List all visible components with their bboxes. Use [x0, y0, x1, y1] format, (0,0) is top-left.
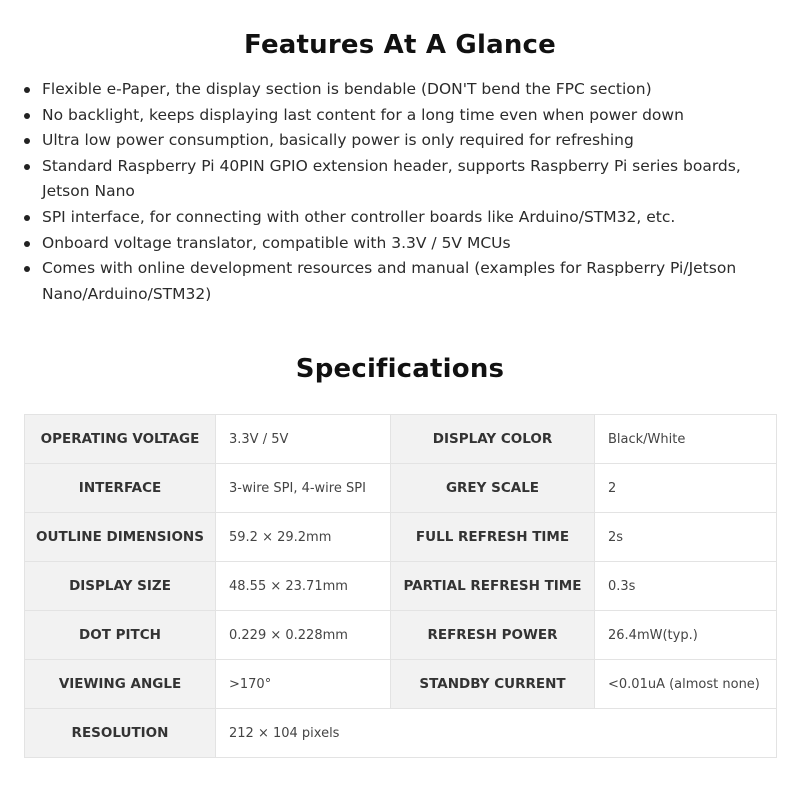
feature-item	[22, 256, 782, 307]
spec-label: DOT PITCH	[25, 611, 216, 660]
spec-value: 3.3V / 5V	[216, 415, 391, 464]
bullet-icon	[24, 138, 30, 144]
spec-value: 2s	[595, 513, 777, 562]
spec-label: REFRESH POWER	[391, 611, 595, 660]
feature-item	[22, 154, 782, 205]
table-row	[25, 513, 777, 562]
bullet-icon	[24, 266, 30, 272]
table-row	[25, 709, 777, 758]
feature-item	[22, 205, 782, 231]
feature-item	[22, 77, 782, 103]
spec-value: 48.55 × 23.71mm	[216, 562, 391, 611]
features-title: Features At A Glance	[244, 30, 556, 60]
spec-label: RESOLUTION	[25, 709, 216, 758]
spec-label: OUTLINE DIMENSIONS	[25, 513, 216, 562]
bullet-icon	[24, 113, 30, 119]
feature-text: SPI interface, for connecting with other controller boards like Arduino/STM32, etc.	[42, 207, 676, 226]
feature-text: Comes with online development resources and manual (examples for Raspberry Pi/Jetson Nano/Arduino/STM32)	[42, 259, 737, 303]
spec-label: FULL REFRESH TIME	[391, 513, 595, 562]
feature-item	[22, 128, 782, 154]
feature-item	[22, 231, 782, 257]
feature-text: Ultra low power consumption, basically power is only required for refreshing	[42, 131, 634, 150]
spec-value: 59.2 × 29.2mm	[216, 513, 391, 562]
spec-label: VIEWING ANGLE	[25, 660, 216, 709]
bullet-icon	[24, 215, 30, 221]
bullet-icon	[24, 241, 30, 247]
feature-text: Flexible e-Paper, the display section is bendable (DON'T bend the FPC section)	[42, 80, 652, 98]
spec-value: 2	[595, 464, 777, 513]
spec-label: DISPLAY SIZE	[25, 562, 216, 611]
spec-label: STANDBY CURRENT	[391, 660, 595, 709]
table-row	[25, 464, 777, 513]
bullet-icon	[24, 164, 30, 170]
spec-value: Black/White	[595, 415, 777, 464]
table-row	[25, 660, 777, 709]
spec-label: GREY SCALE	[391, 464, 595, 513]
feature-text: No backlight, keeps displaying last content for a long time even when power down	[42, 105, 684, 124]
spec-label: PARTIAL REFRESH TIME	[391, 562, 595, 611]
spec-value: <0.01uA (almost none)	[595, 660, 777, 709]
specifications-table	[24, 414, 777, 758]
bullet-icon	[24, 87, 30, 93]
spec-label: INTERFACE	[25, 464, 216, 513]
spec-value: 26.4mW(typ.)	[595, 611, 777, 660]
feature-text: Onboard voltage translator, compatible with 3.3V / 5V MCUs	[42, 233, 511, 252]
specifications-title: Specifications	[295, 354, 505, 384]
spec-value: >170°	[216, 660, 391, 709]
feature-list	[22, 77, 782, 307]
feature-text: Standard Raspberry Pi 40PIN GPIO extension header, supports Raspberry Pi series boards, Jetson Nano	[42, 156, 741, 201]
spec-value: 0.3s	[595, 562, 777, 611]
spec-label: OPERATING VOLTAGE	[25, 415, 216, 464]
spec-value: 0.229 × 0.228mm	[216, 611, 391, 660]
spec-value: 212 × 104 pixels	[216, 709, 777, 758]
spec-label: DISPLAY COLOR	[391, 415, 595, 464]
table-row	[25, 415, 777, 464]
spec-value: 3-wire SPI, 4-wire SPI	[216, 464, 391, 513]
table-row	[25, 611, 777, 660]
table-row	[25, 562, 777, 611]
feature-item	[22, 103, 782, 129]
